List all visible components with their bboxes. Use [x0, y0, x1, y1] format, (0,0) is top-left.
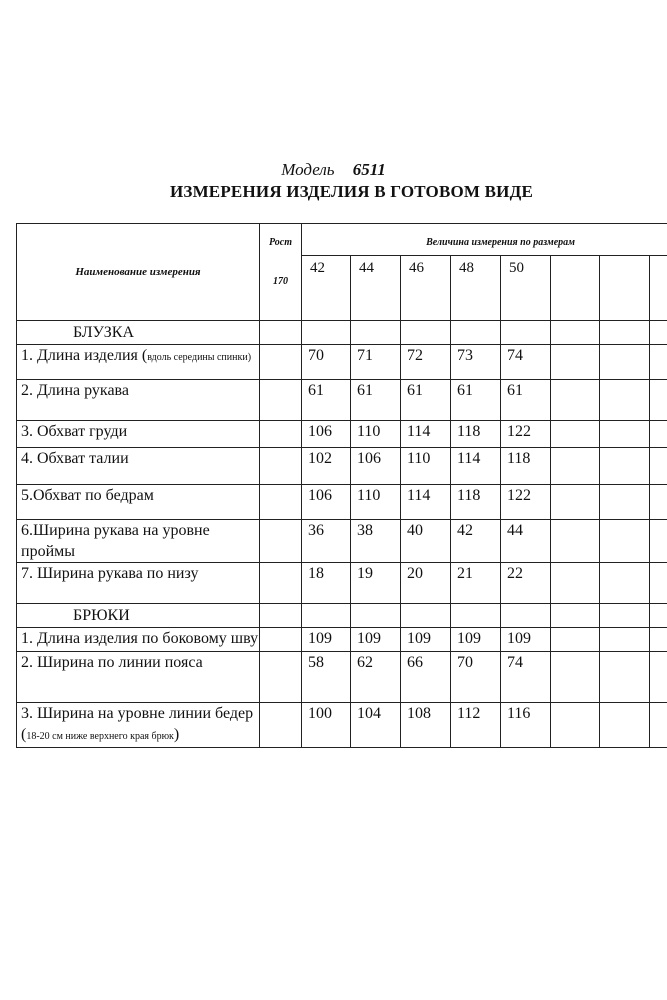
measurement-value — [600, 520, 650, 563]
measurement-value: 20 — [401, 563, 451, 604]
measurements-table — [16, 223, 667, 748]
measurement-value: 106 — [351, 448, 401, 485]
measurement-value — [600, 380, 650, 421]
measurement-value: 116 — [501, 703, 551, 748]
size-header-cell: 44 — [351, 255, 401, 320]
measurement-value: 100 — [302, 703, 351, 748]
measurement-value: 74 — [501, 345, 551, 380]
measurement-value: 72 — [401, 345, 451, 380]
measurement-value — [650, 703, 667, 748]
measurement-value: 58 — [302, 652, 351, 703]
measurement-note: вдоль середины спинки) — [147, 352, 252, 363]
height-value: 170 — [273, 276, 288, 287]
measurement-note: 18-20 см ниже верхнего края брюк — [26, 731, 174, 742]
measurement-label: 2. Длина рукава — [21, 382, 129, 399]
table-row — [17, 652, 667, 703]
measurement-value: 118 — [501, 448, 551, 485]
empty-cell — [260, 604, 302, 628]
measurement-name — [17, 563, 260, 604]
measurement-value: 61 — [451, 380, 501, 421]
measurement-value: 114 — [401, 421, 451, 448]
measurement-value: 114 — [451, 448, 501, 485]
measurement-value — [650, 563, 667, 604]
measurement-value: 118 — [451, 421, 501, 448]
measurement-value: 109 — [501, 628, 551, 652]
empty-cell — [551, 321, 600, 345]
measurement-label: 1. Длина изделия ( — [21, 347, 148, 364]
measurement-value: 109 — [351, 628, 401, 652]
size-header-cell — [650, 255, 667, 320]
measurement-name — [17, 345, 260, 380]
measurement-value: 61 — [302, 380, 351, 421]
size-header-cell — [551, 255, 600, 320]
table-row — [17, 421, 667, 448]
measurement-label: 2. Ширина по линии пояса — [21, 654, 203, 671]
measurement-value — [551, 703, 600, 748]
size-header-cell: 46 — [401, 255, 451, 320]
measurement-value — [600, 703, 650, 748]
table-row — [17, 345, 667, 380]
measurement-value: 21 — [451, 563, 501, 604]
measurement-value: 40 — [401, 520, 451, 563]
table-row — [17, 448, 667, 485]
page-title: ИЗМЕРЕНИЯ ИЗДЕЛИЯ В ГОТОВОМ ВИДЕ — [169, 182, 534, 201]
measurement-value: 70 — [302, 345, 351, 380]
measurement-value: 106 — [302, 421, 351, 448]
measurement-value: 110 — [401, 448, 451, 485]
measurement-name — [17, 421, 260, 448]
empty-cell — [501, 604, 551, 628]
measurement-value — [551, 563, 600, 604]
measurement-value — [650, 485, 667, 520]
empty-cell — [302, 604, 351, 628]
height-cell — [260, 448, 302, 485]
measurement-label: 6.Ширина рукава на уровне проймы — [21, 522, 210, 560]
measurement-value: 61 — [501, 380, 551, 421]
measurement-value: 110 — [351, 421, 401, 448]
empty-cell — [351, 604, 401, 628]
empty-cell — [551, 604, 600, 628]
measurement-value: 112 — [451, 703, 501, 748]
column-header-name: Наименование измерения — [17, 224, 260, 321]
measurement-value: 73 — [451, 345, 501, 380]
section-row — [17, 321, 667, 345]
empty-cell — [501, 321, 551, 345]
measurement-value: 109 — [401, 628, 451, 652]
measurement-value — [600, 563, 650, 604]
measurement-value: 36 — [302, 520, 351, 563]
measurement-value — [551, 520, 600, 563]
measurement-value — [600, 421, 650, 448]
model-line — [0, 160, 667, 180]
measurement-name — [17, 520, 260, 563]
measurement-label: 3. Обхват груди — [21, 423, 128, 440]
size-header-cell — [600, 255, 650, 320]
measurement-value — [600, 652, 650, 703]
measurement-value: 61 — [401, 380, 451, 421]
empty-cell — [401, 321, 451, 345]
height-cell — [260, 563, 302, 604]
size-header-cell: 42 — [302, 255, 351, 320]
empty-cell — [401, 604, 451, 628]
empty-cell — [600, 321, 650, 345]
measurement-value: 106 — [302, 485, 351, 520]
measurement-value — [650, 652, 667, 703]
measurement-value: 38 — [351, 520, 401, 563]
measurement-value — [551, 345, 600, 380]
measurement-value — [600, 448, 650, 485]
height-cell — [260, 703, 302, 748]
measurement-value: 122 — [501, 485, 551, 520]
height-cell — [260, 628, 302, 652]
measurement-value — [551, 628, 600, 652]
height-header-label: Рост — [269, 237, 292, 248]
empty-cell — [260, 321, 302, 345]
measurement-value: 114 — [401, 485, 451, 520]
empty-cell — [600, 604, 650, 628]
size-header-cell: 48 — [451, 255, 501, 320]
measurement-value: 122 — [501, 421, 551, 448]
empty-cell — [451, 321, 501, 345]
measurement-value: 118 — [451, 485, 501, 520]
height-cell — [260, 652, 302, 703]
measurement-value: 70 — [451, 652, 501, 703]
measurement-value — [600, 628, 650, 652]
measurement-label: 4. Обхват талии — [21, 450, 129, 467]
measurement-value — [650, 448, 667, 485]
measurement-name — [17, 628, 260, 652]
sizes-caption: Величина измерения по размерам — [302, 224, 667, 256]
height-cell — [260, 520, 302, 563]
measurement-value: 71 — [351, 345, 401, 380]
measurement-value: 44 — [501, 520, 551, 563]
measurement-value: 19 — [351, 563, 401, 604]
measurement-value: 22 — [501, 563, 551, 604]
height-cell — [260, 485, 302, 520]
measurement-name — [17, 485, 260, 520]
measurement-value — [650, 421, 667, 448]
measurement-value: 18 — [302, 563, 351, 604]
measurement-name — [17, 448, 260, 485]
measurement-value — [650, 520, 667, 563]
empty-cell — [451, 604, 501, 628]
measurement-value — [551, 421, 600, 448]
table-row — [17, 628, 667, 652]
measurement-value — [551, 652, 600, 703]
table-row — [17, 703, 667, 748]
measurement-label: 7. Ширина рукава по низу — [21, 565, 199, 582]
section-title: БРЮКИ — [17, 604, 260, 628]
measurement-value — [650, 380, 667, 421]
section-title: БЛУЗКА — [17, 321, 260, 345]
measurement-value: 62 — [351, 652, 401, 703]
measurement-label: 5.Обхват по бедрам — [21, 487, 154, 504]
measurement-value — [551, 448, 600, 485]
measurement-value — [551, 380, 600, 421]
measurement-name — [17, 652, 260, 703]
model-label: Модель — [281, 160, 335, 179]
table-row — [17, 520, 667, 563]
column-header-height — [260, 224, 302, 321]
measurement-value: 109 — [451, 628, 501, 652]
height-cell — [260, 380, 302, 421]
measurement-value: 66 — [401, 652, 451, 703]
measurement-value: 110 — [351, 485, 401, 520]
measurement-label: 3. Ширина на уровне линии бедер ( — [21, 705, 254, 743]
measurement-value: 61 — [351, 380, 401, 421]
section-row — [17, 604, 667, 628]
size-header-cell: 50 — [501, 255, 551, 320]
empty-cell — [351, 321, 401, 345]
table-row — [17, 563, 667, 604]
measurement-label: 1. Длина изделия по боковому шву — [21, 630, 259, 647]
empty-cell — [302, 321, 351, 345]
measurement-name — [17, 380, 260, 421]
table-header-row — [17, 224, 667, 256]
measurement-value — [551, 485, 600, 520]
measurement-value — [650, 628, 667, 652]
empty-cell — [650, 321, 667, 345]
empty-cell — [650, 604, 667, 628]
measurement-value — [600, 485, 650, 520]
height-cell — [260, 345, 302, 380]
measurement-value: 104 — [351, 703, 401, 748]
model-number: 6511 — [352, 160, 386, 179]
measurement-value: 102 — [302, 448, 351, 485]
measurement-name — [17, 703, 260, 748]
height-cell — [260, 421, 302, 448]
measurement-value: 42 — [451, 520, 501, 563]
measurement-value: 74 — [501, 652, 551, 703]
measurement-value — [600, 345, 650, 380]
measurement-note-close: ) — [173, 726, 180, 743]
measurement-value: 109 — [302, 628, 351, 652]
measurement-value — [650, 345, 667, 380]
table-row — [17, 380, 667, 421]
measurement-value: 108 — [401, 703, 451, 748]
table-row — [17, 485, 667, 520]
